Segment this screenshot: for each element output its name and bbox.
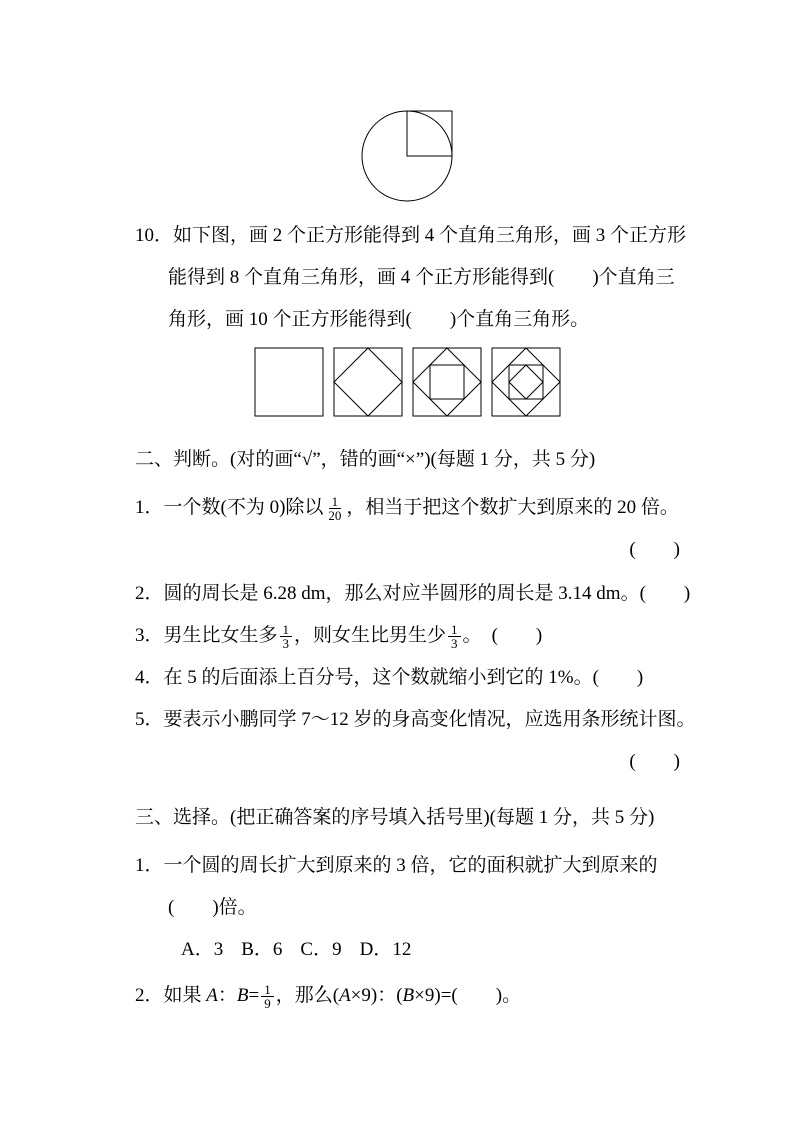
choice-q2-text: ，那么( [275, 985, 340, 1006]
judge-q1-text-before: 一个数(不为 0)除以 [163, 497, 324, 518]
fraction-1-9 [261, 983, 274, 1011]
choice-q2 [135, 981, 680, 1011]
judge-q5-answer-blank: ( ) [629, 751, 680, 772]
judge-q1-answer-blank: ( ) [629, 539, 680, 560]
variable-b: B [236, 985, 249, 1006]
question-10 [135, 221, 687, 335]
figure-circle-with-square [358, 103, 458, 203]
choice-q1-option-d: D．12 [359, 939, 412, 960]
fraction-denominator: 20 [328, 508, 342, 524]
choice-q2-text: ×9)：( [350, 985, 403, 1006]
choice-q1-line1-text: 一个圆的周长扩大到原来的 3 倍，它的面积就扩大到原来的 [163, 855, 658, 876]
choice-q1-option-b: B．6 [241, 939, 283, 960]
figure-nested-squares [135, 347, 680, 417]
choice-q1-option-c: C．9 [300, 939, 342, 960]
figure-square-4 [491, 347, 561, 417]
variable-a: A [339, 985, 351, 1006]
judge-q3 [135, 621, 680, 651]
choice-q2-text: ： [217, 985, 237, 1006]
question-10-line1-text: 如下图，画 2 个正方形能得到 4 个直角三角形，画 3 个正方形 [173, 225, 687, 246]
section-judge-title: 二、判断。(对的画“√”，错的画“×”)(每题 1 分，共 5 分) [135, 449, 596, 470]
choice-q2-text: = [248, 985, 260, 1006]
choice-q1-number: 1． [135, 855, 164, 876]
judge-q3-text-middle: ，则女生比男生少 [294, 625, 447, 646]
judge-q1 [135, 493, 680, 523]
section-choice-title: 三、选择。(把正确答案的序号填入括号里)(每题 1 分，共 5 分) [135, 807, 655, 828]
judge-q2-number: 2． [135, 583, 164, 604]
question-10-line1 [135, 221, 687, 251]
judge-q3-text-before: 男生比女生多 [163, 625, 278, 646]
choice-q2-number: 2． [135, 985, 164, 1006]
judge-q1-text-after: ，相当于把这个数扩大到原来的 20 倍。 [346, 497, 679, 518]
choice-q2-text: 如果 [163, 985, 207, 1006]
fraction-numerator: 1 [329, 495, 342, 510]
choice-q2-text: ×9)=( )。 [414, 985, 522, 1006]
choice-q1-line1 [135, 851, 680, 881]
fraction-numerator: 1 [280, 623, 293, 638]
judge-q4-text: 在 5 的后面添上百分号，这个数就缩小到它的 1%。 [163, 667, 593, 688]
question-10-number: 10． [135, 225, 174, 246]
judge-q4-answer-blank: ( ) [592, 667, 644, 688]
question-10-line2: 能得到 8 个直角三角形，画 4 个正方形能得到( )个直角三 [168, 267, 675, 288]
question-10-line3: 角形，画 10 个正方形能得到( )个直角三角形。 [168, 309, 590, 330]
judge-q4 [135, 663, 680, 693]
judge-q1-number: 1． [135, 497, 164, 518]
judge-q3-number: 3． [135, 625, 164, 646]
fraction-1-3 [448, 623, 461, 651]
fraction-1-20 [325, 495, 344, 523]
judge-q5 [135, 705, 696, 735]
circle-square-figure [358, 103, 458, 203]
figure-square-2 [333, 347, 403, 417]
figure-square-3 [412, 347, 482, 417]
judge-q2-text: 圆的周长是 6.28 dm，那么对应半圆形的周长是 3.14 dm。 [163, 583, 640, 604]
judge-q4-number: 4． [135, 667, 164, 688]
judge-q2-answer-blank: ( ) [639, 583, 691, 604]
fraction-denominator: 9 [264, 996, 271, 1012]
judge-q3-answer-blank: ( ) [491, 625, 543, 646]
variable-a: A [206, 985, 218, 1006]
choice-q1-options [135, 935, 680, 965]
fraction-denominator: 3 [282, 636, 290, 652]
fraction-numerator: 1 [261, 983, 274, 998]
judge-q5-number: 5． [135, 709, 164, 730]
figure-square-1 [254, 347, 324, 417]
choice-q1-option-a: A．3 [181, 939, 224, 960]
judge-q2 [135, 579, 691, 609]
variable-b: B [402, 985, 415, 1006]
fraction-1-3 [280, 623, 293, 651]
fraction-denominator: 3 [451, 636, 458, 652]
judge-q3-text-after: 。 [462, 625, 482, 646]
judge-q5-text: 要表示小鹏同学 7～12 岁的身高变化情况，应选用条形统计图。 [163, 709, 696, 730]
fraction-numerator: 1 [448, 623, 461, 638]
choice-q1-line2-blank: ( )倍。 [168, 897, 257, 918]
